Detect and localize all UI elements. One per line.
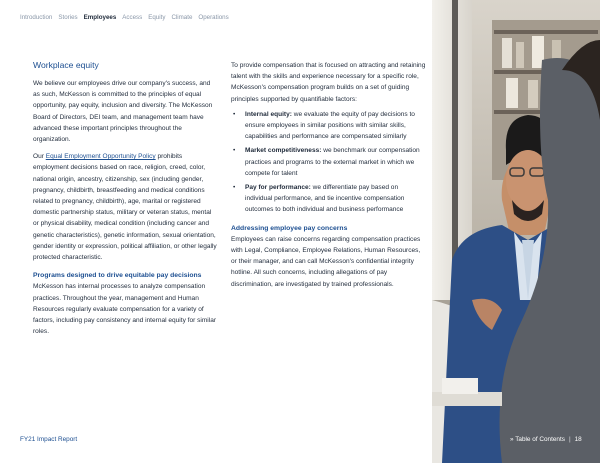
bullet-term: Pay for performance: [245, 184, 311, 192]
intro-paragraph: We believe our employees drive our company's success, and as such, McKesson is committed to the principles of equal opportunity, pay equity, inclusion and diversity. The McKesson Board of Directors, DEI team, and management team have advanced these important principles throughout the organization. [33, 80, 213, 144]
footer-separator: | [568, 436, 571, 443]
right-column [231, 60, 427, 290]
nav-employees[interactable]: Employees [83, 14, 117, 21]
nav-introduction[interactable]: Introduction [20, 14, 53, 21]
table-of-contents-link[interactable]: » Table of Contents [510, 436, 565, 443]
section-heading: Workplace equity [33, 60, 99, 70]
bullet-text: we differentiate pay based on individual performance, and tie incentive compensation outcomes to both individual and business performance [245, 184, 405, 214]
policy-prefix: Our [33, 153, 46, 161]
nav-climate[interactable]: Climate [171, 14, 193, 21]
compensation-intro: To provide compensation that is focused on attracting and retaining talent with the skills and experience necessary for a specific role, McKesson's compensation program builds on a set of guiding principles supported by quantifiable factors: [231, 62, 426, 103]
bullet-term: Internal equity: [245, 110, 292, 118]
left-column [33, 60, 218, 337]
nav-stories[interactable]: Stories [58, 14, 78, 21]
policy-paragraph [33, 151, 218, 263]
report-title: FY21 Impact Report [20, 436, 78, 443]
concerns-paragraph: Employees can raise concerns regarding compensation practices with Legal, Compliance, Employee Relations, Human Resources, or their manager, and can call McKesson's confidential integrity hotline. All such concerns, including allegations of pay discrimination, are investigated by trained professionals. [231, 235, 421, 288]
nav-equity[interactable]: Equity [148, 14, 166, 21]
office-photo [432, 0, 600, 463]
programs-heading: Programs designed to drive equitable pay decisions [33, 272, 202, 280]
bullet-term: Market competitiveness: [245, 147, 322, 155]
list-item [231, 182, 427, 216]
page-number: 18 [574, 436, 582, 443]
list-item [231, 145, 427, 179]
programs-paragraph: McKesson has internal processes to analyze compensation practices. Throughout the year, management and Human Resources regularly evaluate compensation for a variety of factors, including pay consistency and internal equity for similar roles. [33, 283, 217, 336]
bullet-text: we benchmark our compensation practices and programs to the external market in which we compete for talent [245, 147, 420, 177]
list-item [231, 109, 427, 143]
policy-text: prohibits employment decisions based on race, religion, creed, color, national origin, ancestry, citizenship, sex (including gender, pregnancy, childbirth, breastfeeding and medical conditions related to pregnancy, childbirth), age, marital or registered domestic partnership status, military or veteran status, mental or physical disability, medical condition (including cancer and genetic characteristics), genetic information, sexual orientation, gender identity or expression, political affiliation, or other legally protected characteristic. [33, 153, 217, 262]
eeo-policy-link[interactable]: Equal Employment Opportunity Policy [45, 153, 156, 161]
section-nav [20, 14, 229, 21]
concerns-heading: Addressing employee pay concerns [231, 224, 348, 232]
nav-operations[interactable]: Operations [198, 14, 229, 21]
footer-nav [510, 436, 582, 443]
nav-access[interactable]: Access [122, 14, 143, 21]
principles-list [231, 109, 427, 216]
bullet-text: we evaluate the equity of pay decisions to ensure employees in similar positions with similar skills, capabilities and performance are compensated similarly [245, 110, 415, 141]
